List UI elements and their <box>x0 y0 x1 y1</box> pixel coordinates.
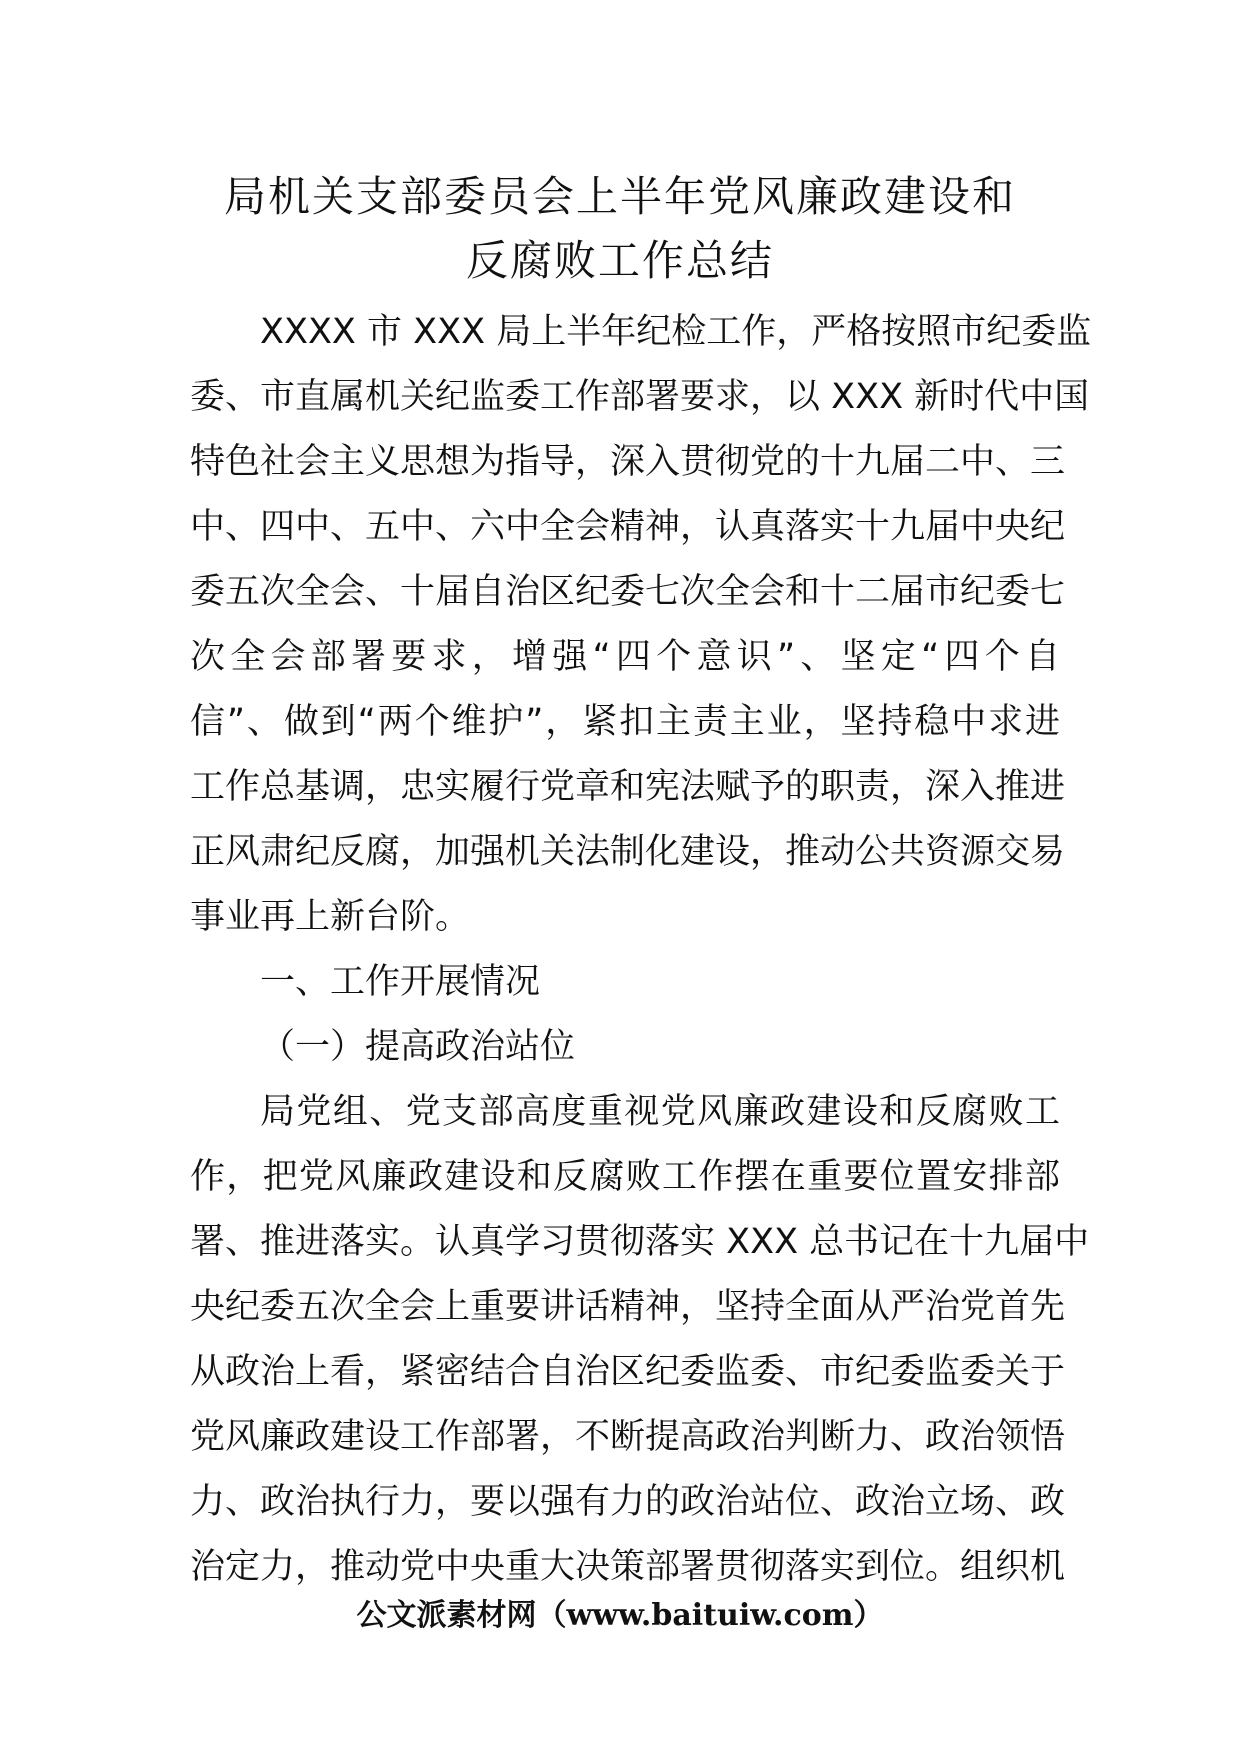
intro-line: 事业再上新台阶。 <box>190 897 471 937</box>
intro-line: 中、四中、五中、六中全会精神，认真落实十九届中央纪 <box>190 507 1066 547</box>
intro-line: 特色社会主义思想为指导，深入贯彻党的十九届二中、三 <box>190 442 1066 482</box>
intro-line: 正风肃纪反腐，加强机关法制化建设，推动公共资源交易 <box>190 832 1066 872</box>
footer-watermark: 公文派素材网（www.baituiw.com） <box>356 1598 884 1633</box>
intro-line: 委五次全会、十届自治区纪委七次全会和十二届市纪委七 <box>190 572 1066 612</box>
subsection-heading: （一）提高政治站位 <box>260 1027 576 1067</box>
intro-line: 信”、做到“两个维护”，紧扣主责主业，坚持稳中求进 <box>190 702 1060 742</box>
section-line: 党风廉政建设工作部署，不断提高政治判断力、政治领悟 <box>190 1417 1066 1457</box>
section-heading: 一、工作开展情况 <box>260 962 541 1002</box>
section-line: 作，把党风廉政建设和反腐败工作摆在重要位置安排部 <box>190 1157 1060 1197</box>
section-line: 央纪委五次全会上重要讲话精神，坚持全面从严治党首先 <box>190 1287 1066 1327</box>
document-body <box>190 300 1092 1600</box>
section-line: 局党组、党支部高度重视党风廉政建设和反腐败工 <box>260 1092 1060 1132</box>
title-line-2: 反腐败工作总结 <box>465 236 774 285</box>
intro-line: 次全会部署要求，增强“四个意识”、坚定“四个自 <box>190 637 1060 677</box>
section-line: 从政治上看，紧密结合自治区纪委监委、市纪委监委关于 <box>190 1352 1066 1392</box>
section-line: 力、政治执行力，要以强有力的政治站位、政治立场、政 <box>190 1482 1066 1522</box>
title-line-1: 局机关支部委员会上半年党风廉政建设和 <box>223 172 1016 221</box>
section-line: 署、推进落实。认真学习贯彻落实 XXX 总书记在十九届中 <box>190 1222 1090 1262</box>
section-line: 治定力，推动党中央重大决策部署贯彻落实到位。组织机 <box>190 1547 1066 1587</box>
intro-line: XXXX 市 XXX 局上半年纪检工作，严格按照市纪委监 <box>260 312 1092 352</box>
intro-line: 委、市直属机关纪监委工作部署要求，以 XXX 新时代中国 <box>190 377 1090 417</box>
intro-line: 工作总基调，忠实履行党章和宪法赋予的职责，深入推进 <box>190 767 1066 807</box>
document-title <box>150 165 1090 293</box>
